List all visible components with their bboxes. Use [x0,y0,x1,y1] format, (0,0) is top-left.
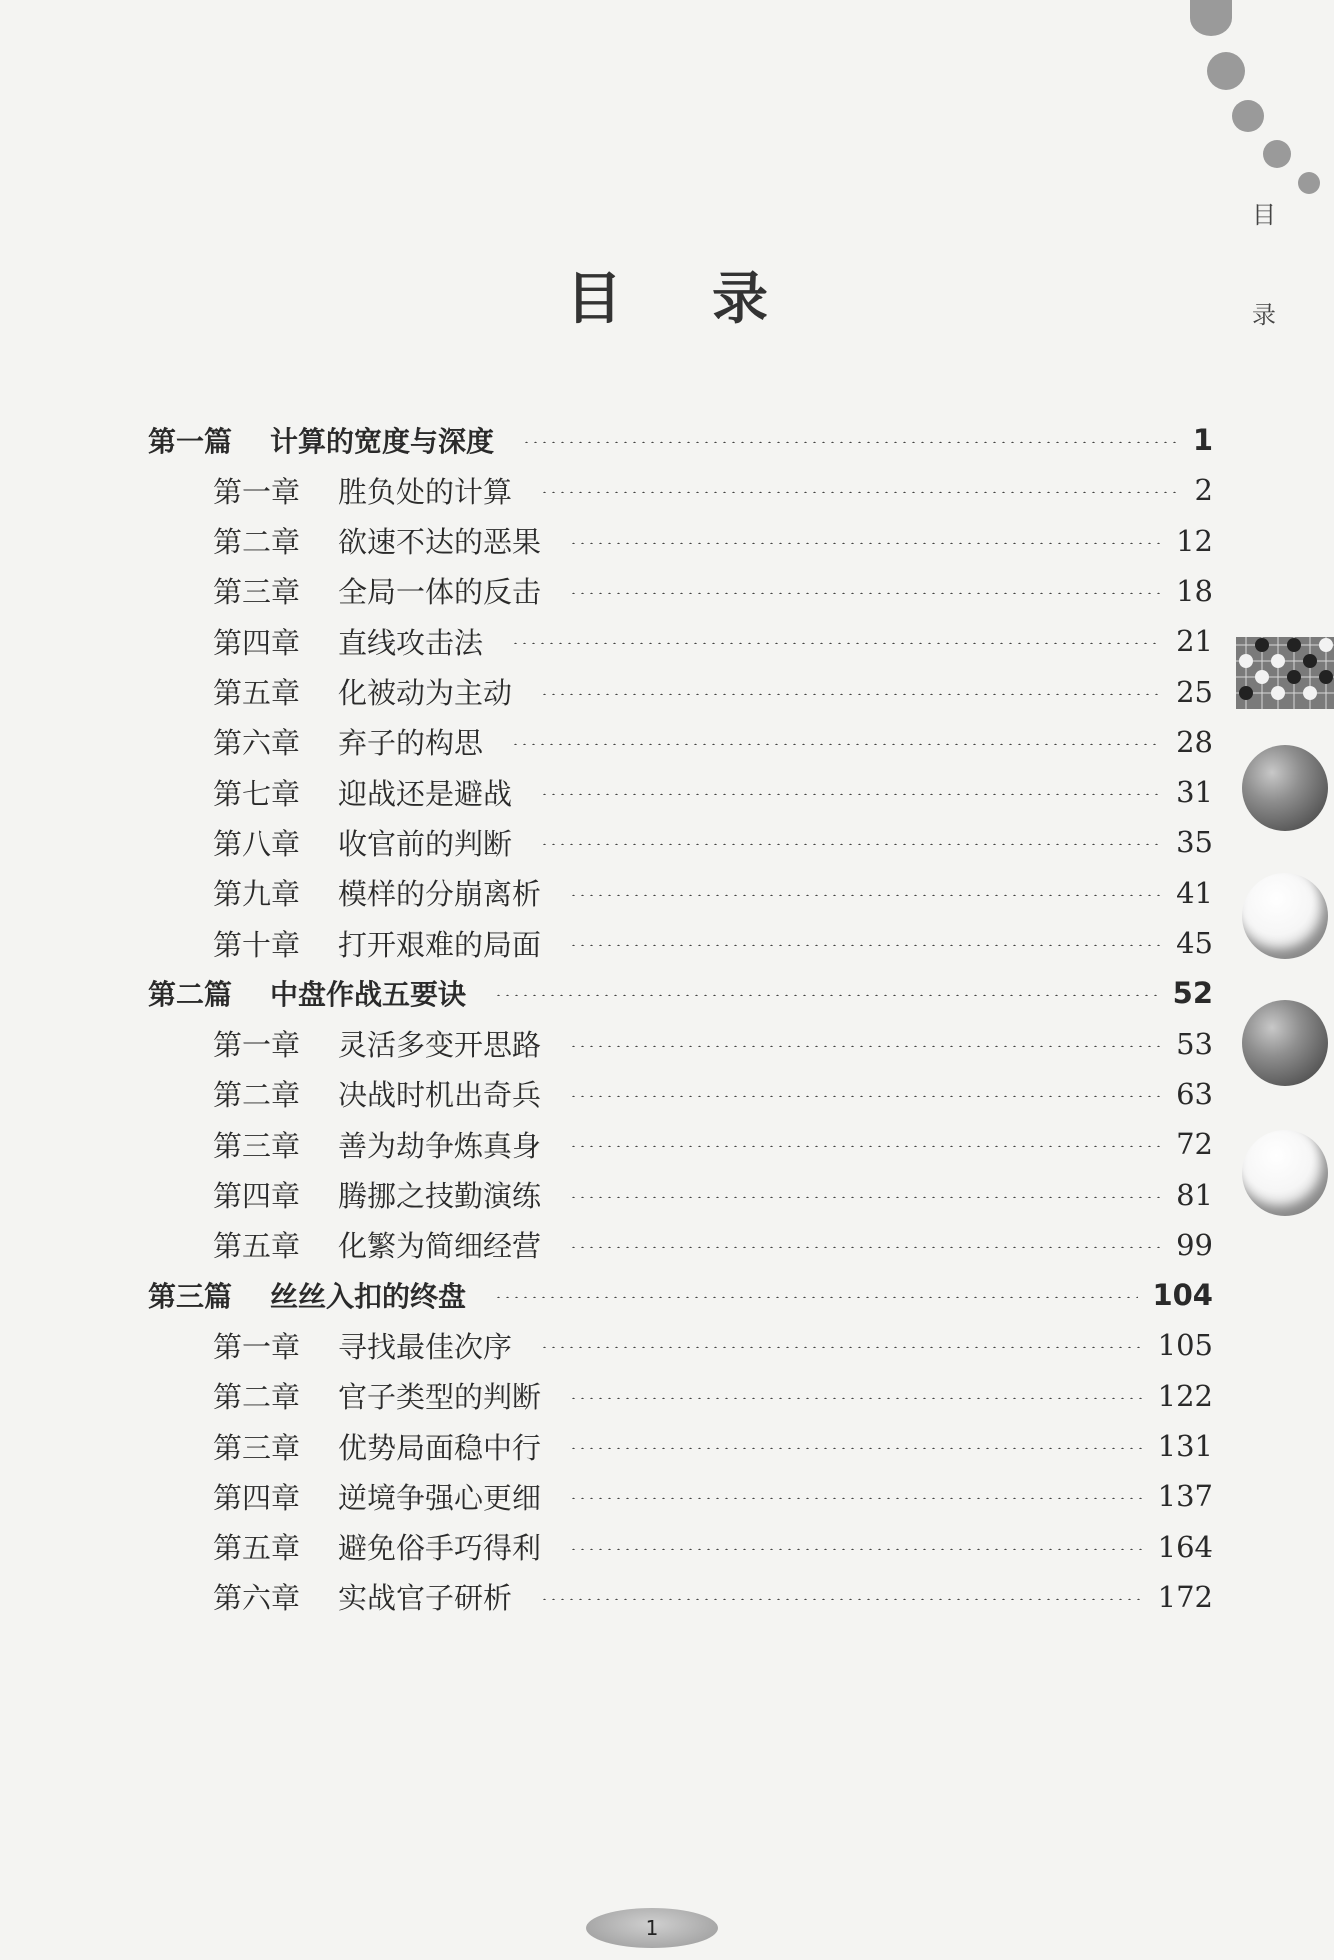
toc-page-number: 28 [1176,724,1213,759]
toc-leader-dots [569,1548,1144,1550]
toc-leader-dots [569,542,1162,544]
toc-part-entry [148,1273,1213,1317]
decorative-dot [1263,140,1291,168]
decorative-dot [1232,100,1264,132]
page-number: 1 [586,1908,718,1948]
toc-title: 模样的分崩离析 [338,877,542,912]
toc-part-entry [148,971,1213,1015]
toc-page-number: 164 [1157,1529,1213,1564]
toc-page-number: 41 [1176,875,1213,910]
toc-page-number: 131 [1157,1429,1213,1463]
toc-leader-dots [569,1246,1162,1248]
decorative-dot [1190,0,1232,36]
toc-chapter-entry [213,1424,1213,1468]
toc-title: 决战时机出奇兵 [338,1078,542,1113]
toc-page-number: 2 [1194,473,1213,508]
toc-label: 第八章 [213,826,301,861]
toc-leader-dots [569,1447,1144,1449]
toc-title: 化繁为简细经营 [338,1229,542,1264]
toc-chapter-entry [213,569,1213,613]
toc-label: 第九章 [213,877,301,912]
toc-chapter-entry [213,1525,1213,1569]
toc-leader-dots [540,693,1162,695]
toc-title: 化被动为主动 [338,676,513,710]
toc-title: 善为劫争炼真身 [338,1128,542,1163]
toc-leader-dots [540,1598,1144,1600]
toc-title: 实战官子研析 [338,1581,513,1616]
toc-leader-dots [540,491,1179,493]
toc-chapter-entry [213,1575,1213,1619]
toc-leader-dots [569,894,1162,896]
toc-page-number: 137 [1157,1479,1213,1514]
toc-chapter-entry [213,921,1213,965]
toc-title: 全局一体的反击 [338,575,542,610]
toc-label: 第二章 [213,525,301,560]
toc-title: 灵活多变开思路 [338,1028,542,1063]
toc-leader-dots [511,743,1162,745]
toc-chapter-entry [213,519,1213,563]
toc-title: 丝丝入扣的终盘 [270,1280,467,1314]
toc-title: 欲速不达的恶果 [338,525,542,560]
toc-title: 官子类型的判断 [338,1380,542,1415]
toc-title: 逆境争强心更细 [338,1480,542,1515]
toc-page-number: 25 [1176,674,1213,709]
toc-chapter-entry [213,1223,1213,1267]
toc-page-number: 72 [1176,1127,1213,1162]
side-label-bottom: 录 [1252,301,1276,329]
toc-leader-dots [494,1296,1138,1298]
toc-title: 直线攻击法 [338,625,484,660]
toc-leader-dots [569,1497,1144,1499]
toc-page-number: 12 [1176,523,1213,558]
side-label-top: 目 [1252,201,1276,229]
toc-label: 第六章 [213,726,301,761]
toc-label: 第三章 [213,1128,301,1163]
toc-label: 第二章 [213,1380,301,1415]
title-char-1: 目 [566,266,622,332]
toc-label: 第二篇 [148,978,233,1012]
toc-page-number: 21 [1176,624,1213,659]
toc-label: 第四章 [213,625,301,660]
toc-leader-dots [569,1145,1162,1147]
toc-chapter-entry [213,820,1213,864]
toc-title: 弃子的构思 [338,726,484,761]
toc-label: 第四章 [213,1179,301,1213]
toc-title: 寻找最佳次序 [338,1329,513,1364]
toc-page-number: 99 [1176,1227,1213,1262]
toc-title: 腾挪之技勤演练 [338,1179,542,1213]
toc-title: 优势局面稳中行 [338,1430,542,1465]
toc-leader-dots [569,1196,1162,1198]
toc-page-number: 52 [1172,976,1213,1011]
toc-label: 第五章 [213,1531,301,1566]
toc-leader-dots [540,793,1162,795]
toc-leader-dots [540,1346,1144,1348]
toc-part-entry [148,418,1213,462]
toc-title: 中盘作战五要诀 [270,978,467,1012]
white-stone-icon [1242,1130,1328,1216]
toc-label: 第六章 [213,1581,301,1616]
toc-chapter-entry [213,871,1213,915]
toc-page-number: 35 [1176,825,1213,860]
toc-label: 第三章 [213,575,301,610]
toc-chapter-entry [213,619,1213,663]
decorative-dot [1298,172,1320,194]
toc-chapter-entry [213,770,1213,814]
toc-page-number: 31 [1176,775,1213,810]
black-stone-icon [1242,1000,1328,1086]
toc-label: 第一章 [213,1028,301,1063]
toc-leader-dots [522,441,1179,443]
toc-label: 第十章 [213,927,301,962]
toc-chapter-entry [213,1323,1213,1367]
toc-chapter-entry [213,468,1213,512]
white-stone-icon [1242,873,1328,959]
toc-page-number: 53 [1176,1026,1213,1061]
page-title [0,255,1334,335]
go-board-icon [1236,637,1334,709]
toc-page-number: 172 [1157,1579,1213,1614]
toc-leader-dots [569,592,1162,594]
toc-label: 第五章 [213,1229,301,1264]
toc-leader-dots [569,1095,1162,1097]
toc-title: 避免俗手巧得利 [338,1531,542,1566]
toc-label: 第二章 [213,1078,301,1113]
toc-page-number: 1 [1192,423,1213,457]
toc-chapter-entry [213,1072,1213,1116]
toc-label: 第三章 [213,1430,301,1465]
toc-chapter-entry [213,1474,1213,1518]
toc-title: 迎战还是避战 [338,776,513,811]
toc-page-number: 104 [1152,1278,1213,1313]
toc-chapter-entry [213,1374,1213,1418]
toc-page-number: 45 [1176,926,1213,960]
toc-page-number: 105 [1157,1328,1213,1363]
toc-chapter-entry [213,1173,1213,1217]
toc-label: 第一篇 [148,425,233,458]
toc-leader-dots [540,843,1162,845]
toc-page-number: 81 [1176,1177,1213,1212]
toc-chapter-entry [213,1022,1213,1066]
toc-title: 打开艰难的局面 [338,927,542,962]
toc-label: 第一章 [213,474,301,509]
decorative-dot [1207,52,1245,90]
toc-chapter-entry [213,1122,1213,1166]
toc-title: 收官前的判断 [338,826,513,861]
toc-page-number: 63 [1176,1076,1213,1111]
toc-title: 计算的宽度与深度 [270,425,495,458]
toc-leader-dots [569,944,1162,946]
toc-page-number: 122 [1157,1378,1213,1413]
toc-leader-dots [494,994,1159,996]
toc-page-number: 18 [1176,573,1213,608]
toc-leader-dots [569,1045,1162,1047]
toc-label: 第三篇 [148,1280,233,1314]
toc-chapter-entry [213,720,1213,764]
title-char-2: 录 [712,266,768,332]
toc-label: 第四章 [213,1480,301,1515]
toc-label: 第七章 [213,776,301,811]
toc-chapter-entry [213,670,1213,714]
toc-label: 第一章 [213,1329,301,1364]
black-stone-icon [1242,745,1328,831]
toc-label: 第五章 [213,676,301,710]
toc-title: 胜负处的计算 [338,474,513,509]
toc-leader-dots [511,642,1162,644]
toc-leader-dots [569,1397,1144,1399]
